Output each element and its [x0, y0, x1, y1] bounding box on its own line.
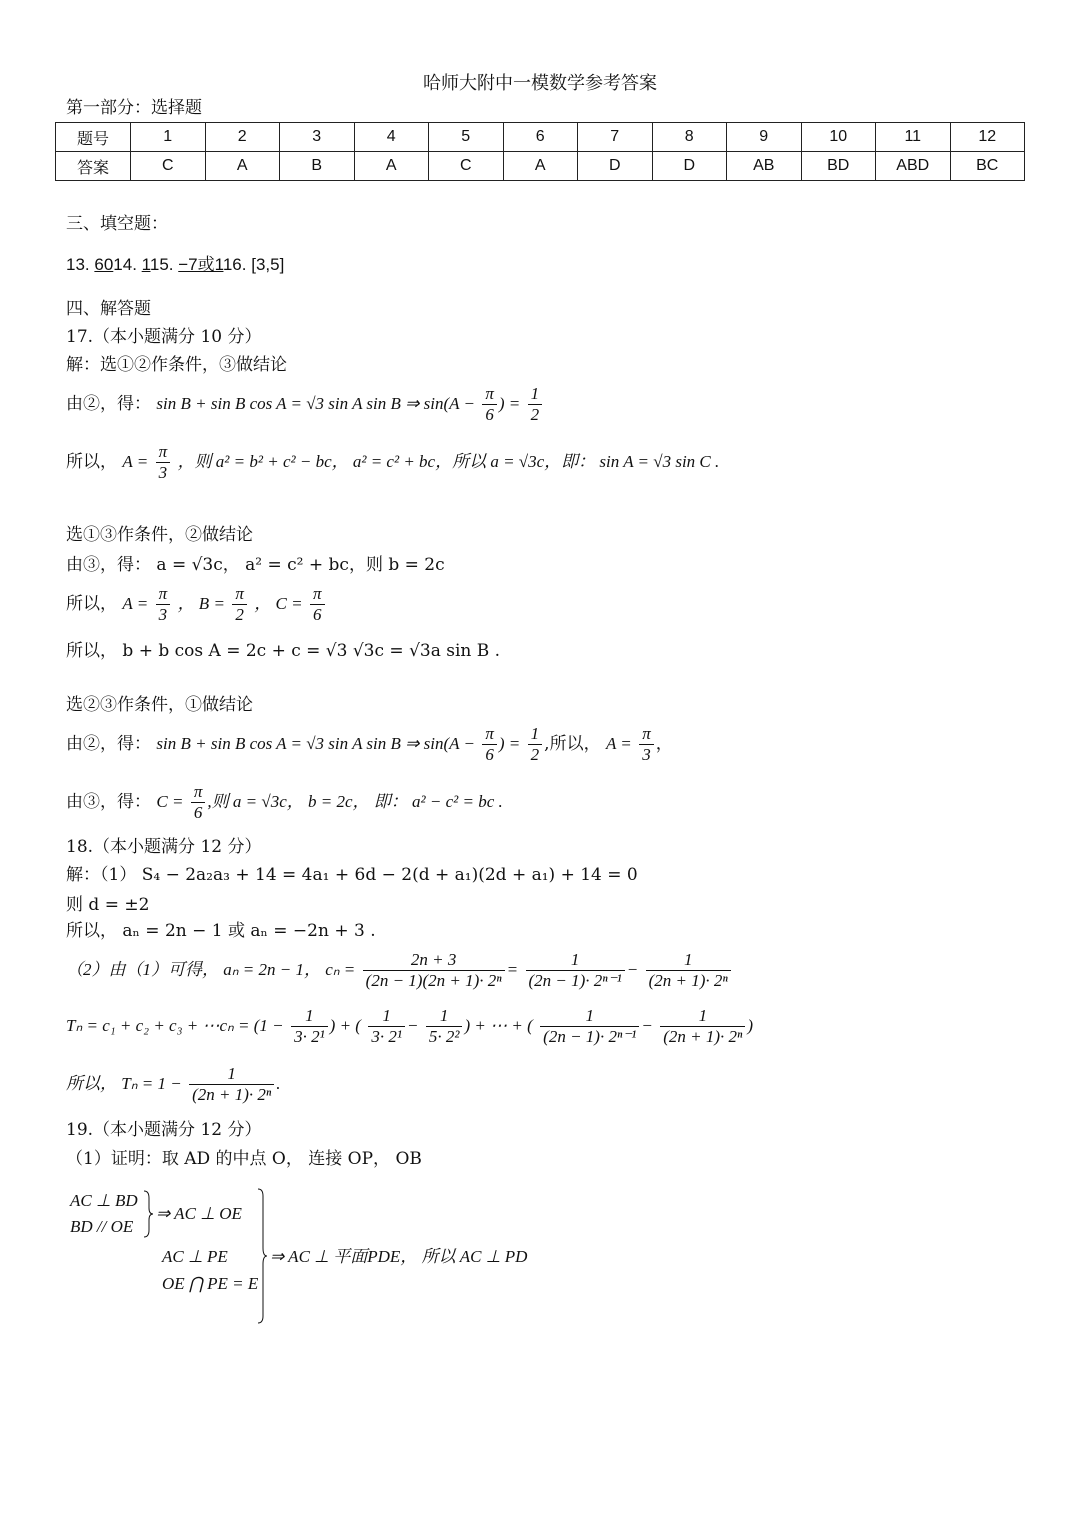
- formula: A =: [122, 452, 149, 471]
- fraction: $\frac{\pi}{2}$: [232, 584, 247, 625]
- q19-line1: （1）证明：取 AD 的中点 O， 连接 OP， OB: [66, 1149, 422, 1169]
- fraction: $\frac{\pi}{6}$: [191, 782, 206, 823]
- formula: sin B + sin B cos A = √3 sin A sin B ⇒ sin(A −: [156, 394, 475, 413]
- table-cell: 8: [652, 123, 727, 152]
- q19-heading: 19.（本小题满分 12 分）: [66, 1120, 262, 1140]
- brace-icon: [256, 1188, 268, 1324]
- fraction: $\frac{1}{\text{(2n − 1)· 2ⁿ⁻¹}}$: [526, 950, 625, 991]
- q19-brace-result1: ⇒ AC ⊥ OE: [156, 1204, 242, 1223]
- formula: A =: [122, 594, 149, 613]
- formula: sin B + sin B cos A = √3 sin A sin B ⇒ sin(A −: [156, 734, 475, 753]
- q19-brace-line2: BD // OE: [70, 1217, 134, 1236]
- q13-number: 13.: [66, 255, 90, 274]
- q14-number: 14.: [113, 255, 137, 274]
- q17-line7: [66, 782, 503, 823]
- fraction: $\frac{1}{\text{3· 2¹}}$: [291, 1006, 328, 1047]
- q17-line1: [66, 384, 544, 425]
- q18-line1: 解：（1） S₄ − 2a₂a₃ + 14 = 4a₁ + 6d − 2(d + a₁)(2d + a₁) + 14 = 0: [66, 865, 638, 885]
- q18-heading: 18.（本小题满分 12 分）: [66, 837, 262, 857]
- q17-intro: 解：选①②作条件，③做结论: [66, 355, 287, 375]
- formula: ,则 a = √3c， b = 2c， 即： a² − c² = bc .: [207, 792, 503, 811]
- table-cell: 7: [578, 123, 653, 152]
- table-row-answers: [56, 152, 1025, 181]
- text: 由②，得：: [66, 734, 151, 754]
- table-cell: BD: [801, 152, 876, 181]
- table-cell: ABD: [876, 152, 951, 181]
- q18-line4: （2）由（1）可得， aₙ = 2n − 1， cₙ = $\frac{2n + 3}{\text{(2n − 1)(2n + 1)· 2ⁿ}}$ = $\frac{1}{\text{(2n − 1)· 2ⁿ⁻¹}}$ − $\frac{1}{\text{(2n + 1)· 2ⁿ}}$: [66, 950, 733, 991]
- page-title: 哈师大附中一模数学参考答案: [423, 73, 657, 94]
- q18-line6: 所以， Tₙ = 1 − $\frac{1}{\text{(2n + 1)· 2ⁿ}}$ .: [66, 1064, 281, 1104]
- q17-section3: 选②③作条件，①做结论: [66, 695, 253, 715]
- text: ,所以，: [544, 734, 601, 754]
- formula: ，则 a² = b² + c² − bc， a² = c² + bc，所以 a = √3c，即： sin A = √3 sin C .: [177, 452, 720, 471]
- text: 由③，得：: [66, 792, 151, 812]
- fraction: $\frac{\pi}{6}$: [482, 384, 497, 425]
- table-cell: 4: [354, 123, 429, 152]
- formula: C =: [156, 792, 184, 811]
- table-cell: AB: [727, 152, 802, 181]
- table-cell: 6: [503, 123, 578, 152]
- formula: ) =: [498, 734, 521, 753]
- q17-line4: [66, 584, 327, 625]
- q17-line6: [66, 724, 673, 765]
- table-cell: D: [578, 152, 653, 181]
- formula: （2）由（1）可得， aₙ = 2n − 1， cₙ =: [66, 960, 356, 979]
- answer-table: [55, 122, 1025, 181]
- fill-answers: [66, 254, 284, 276]
- q18-line3: 所以， aₙ = 2n − 1 或 aₙ = −2n + 3 .: [66, 921, 376, 941]
- table-cell: B: [280, 152, 355, 181]
- q18-line5: Tₙ = c₁ + c₂ + c₃ + ⋯cₙ = (1 − $\frac{1}{\text{3· 2¹}}$ ) + ( $\frac{1}{\text{3· 2¹}}$ − $\frac{1}{\text{5· 2²}}$ ) + ⋯ + ( $\frac{1}{\text{(2n − 1)· 2ⁿ⁻¹}}$ − $\frac{1}{\text{(2n + 1)· 2ⁿ}}$ ): [66, 1006, 754, 1046]
- q15-answer: −7或1: [178, 255, 224, 274]
- q17-line3: 由③，得： a = √3c， a² = c² + bc，则 b = 2c: [66, 555, 445, 575]
- fraction: $\frac{1}{2}$: [528, 724, 543, 765]
- fraction: $\frac{1}{\text{3· 2¹}}$: [368, 1006, 405, 1047]
- part1-heading: 第一部分：选择题: [66, 98, 202, 118]
- table-header: 题号: [56, 123, 131, 152]
- table-row-numbers: [56, 123, 1025, 152]
- fraction: $\frac{1}{\text{(2n + 1)· 2ⁿ}}$: [660, 1006, 745, 1047]
- formula: ) + ⋯ + (: [464, 1016, 533, 1035]
- table-cell: 11: [876, 123, 951, 152]
- q18-line2: 则 d = ±2: [66, 895, 150, 915]
- q16-number: 16.: [223, 255, 247, 274]
- fraction: $\frac{1}{\text{5· 2²}}$: [426, 1006, 463, 1047]
- formula: Tₙ = c₁ + c₂ + c₃ + ⋯cₙ = (1 −: [66, 1016, 284, 1035]
- brace-icon: [142, 1190, 154, 1238]
- table-cell: 9: [727, 123, 802, 152]
- q15-number: 15.: [150, 255, 174, 274]
- text: 由②，得：: [66, 394, 151, 414]
- table-cell: D: [652, 152, 727, 181]
- fraction: $\frac{1}{\text{(2n + 1)· 2ⁿ}}$: [646, 950, 731, 991]
- fraction: $\frac{2n + 3}{\text{(2n − 1)(2n + 1)· 2ⁿ}}$: [363, 950, 505, 991]
- table-cell: 5: [429, 123, 504, 152]
- formula: ) =: [498, 394, 521, 413]
- q14-answer: 1: [141, 255, 151, 274]
- q17-heading: 17.（本小题满分 10 分）: [66, 327, 262, 347]
- fraction: $\frac{1}{\text{(2n + 1)· 2ⁿ}}$: [189, 1064, 274, 1105]
- fraction: $\frac{\pi}{3}$: [639, 724, 654, 765]
- table-cell: A: [354, 152, 429, 181]
- fraction: $\frac{\pi}{3}$: [156, 442, 171, 483]
- q19-brace-line3: AC ⊥ PE: [162, 1247, 228, 1266]
- formula: 所以， Tₙ = 1 −: [66, 1074, 182, 1093]
- fraction: $\frac{1}{\text{(2n − 1)· 2ⁿ⁻¹}}$: [540, 1006, 639, 1047]
- table-cell: 12: [950, 123, 1025, 152]
- text: ，: [655, 734, 673, 754]
- formula: ， B =: [177, 594, 225, 613]
- q16-answer: [3,5]: [251, 255, 285, 274]
- q19-brace-line1: AC ⊥ BD: [70, 1191, 138, 1210]
- solve-heading: 四、解答题: [66, 299, 151, 319]
- q13-answer: 60: [94, 255, 114, 274]
- table-cell: BC: [950, 152, 1025, 181]
- table-cell: C: [429, 152, 504, 181]
- formula: ， C =: [254, 594, 303, 613]
- q19-brace-result2: ⇒ AC ⊥ 平面PDE， 所以 AC ⊥ PD: [270, 1247, 528, 1266]
- table-header: 答案: [56, 152, 131, 181]
- table-cell: C: [131, 152, 206, 181]
- table-cell: A: [205, 152, 280, 181]
- table-cell: 2: [205, 123, 280, 152]
- q19-brace-line4: OE ⋂ PE = E: [162, 1274, 259, 1293]
- table-cell: A: [503, 152, 578, 181]
- table-cell: 1: [131, 123, 206, 152]
- q17-line5: 所以， b + b cos A = 2c + c = √3 √3c = √3a sin B .: [66, 641, 501, 661]
- fraction: $\frac{\pi}{3}$: [156, 584, 171, 625]
- formula: A =: [605, 734, 632, 753]
- q17-section2: 选①③作条件，②做结论: [66, 525, 253, 545]
- text: 所以，: [66, 452, 117, 472]
- fraction: $\frac{1}{2}$: [528, 384, 543, 425]
- fraction: $\frac{\pi}{6}$: [482, 724, 497, 765]
- q17-line2: [66, 442, 719, 483]
- table-cell: 10: [801, 123, 876, 152]
- table-cell: 3: [280, 123, 355, 152]
- text: 所以，: [66, 594, 117, 614]
- fill-heading: 三、填空题：: [66, 214, 168, 234]
- fraction: $\frac{\pi}{6}$: [310, 584, 325, 625]
